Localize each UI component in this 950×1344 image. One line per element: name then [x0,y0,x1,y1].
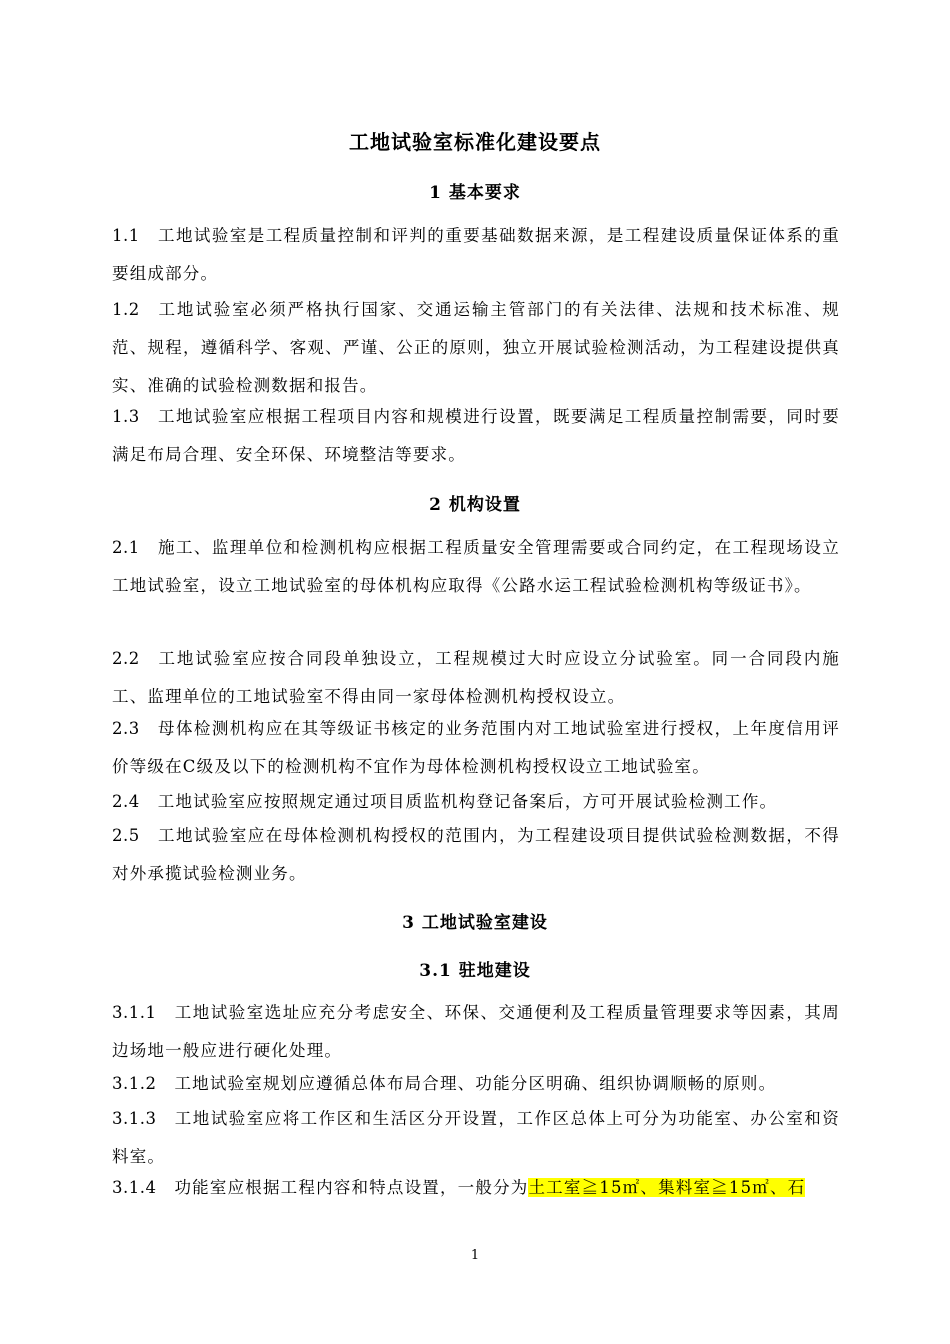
paragraph-text: 工地试验室应按合同段单独设立，工程规模过大时应设立分试验室。同一合同段内施工、监理单位的工地试验室不得由同一家母体检测机构授权设立。 [112,649,840,706]
paragraph-number: 2.3 [112,719,140,738]
paragraph-number: 1.3 [112,407,140,426]
paragraph-text: 工地试验室应将工作区和生活区分开设置，工作区总体上可分为功能室、办公室和资料室。 [112,1109,840,1166]
paragraph-number: 3.1.3 [112,1109,157,1128]
paragraph-text: 工地试验室规划应遵循总体布局合理、功能分区明确、组织协调顺畅的原则。 [174,1074,777,1093]
paragraph-number: 2.4 [112,792,140,811]
paragraph-text: 工地试验室是工程质量控制和评判的重要基础数据来源，是工程建设质量保证体系的重要组成部分。 [112,226,840,283]
paragraph-text: 工地试验室应按照规定通过项目质监机构登记备案后，方可开展试验检测工作。 [157,792,778,811]
document-title: 工地试验室标准化建设要点 [349,130,601,154]
section-heading-3: 3 工地试验室建设 [402,913,548,933]
paragraph-text: 工地试验室必须严格执行国家、交通运输主管部门的有关法律、法规和技术标准、规范、规程，遵循科学、客观、严谨、公正的原则，独立开展试验检测活动，为工程建设提供真实、准确的试验检测数据和报告。 [112,300,840,395]
paragraph-number: 2.5 [112,826,140,845]
paragraph-number: 3.1.4 [112,1178,157,1197]
paragraph-text: 工地试验室应在母体检测机构授权的范围内，为工程建设项目提供试验检测数据，不得对外承揽试验检测业务。 [112,826,840,883]
paragraph-text: 功能室应根据工程内容和特点设置，一般分为 [174,1178,529,1197]
section-heading-1: 1 基本要求 [429,183,521,203]
paragraph-text: 工地试验室选址应充分考虑安全、环保、交通便利及工程质量管理要求等因素，其周边场地一般应进行硬化处理。 [112,1003,840,1060]
paragraph-number: 2.1 [112,538,140,557]
paragraph-text: 工地试验室应根据工程项目内容和规模进行设置，既要满足工程质量控制需要，同时要满足布局合理、安全环保、环境整洁等要求。 [112,407,840,464]
paragraph-3-1-3 [112,1100,840,1176]
section-heading-2: 2 机构设置 [429,495,521,515]
paragraph-2-1 [112,529,840,605]
paragraph-3-1-1 [112,994,840,1070]
paragraph-1-3 [112,398,840,474]
paragraph-number: 3.1.1 [112,1003,157,1022]
paragraph-number: 2.2 [112,649,140,668]
paragraph-number: 1.1 [112,226,140,245]
paragraph-number: 1.2 [112,300,140,319]
paragraph-1-1 [112,217,840,293]
page-number: 1 [470,1248,480,1263]
paragraph-text: 施工、监理单位和检测机构应根据工程质量安全管理需要或合同约定，在工程现场设立工地试验室，设立工地试验室的母体机构应取得《公路水运工程试验检测机构等级证书》。 [112,538,840,595]
paragraph-text: 母体检测机构应在其等级证书核定的业务范围内对工地试验室进行授权，上年度信用评价等级在C级及以下的检测机构不宜作为母体检测机构授权设立工地试验室。 [112,719,840,776]
highlighted-text: 土工室≧15㎡、集料室≧15㎡、石 [528,1178,806,1197]
paragraph-3-1-4 [112,1169,840,1207]
paragraph-3-1-2 [112,1065,840,1103]
paragraph-2-3 [112,710,840,786]
subsection-heading-3-1: 3.1 驻地建设 [419,961,531,981]
paragraph-number: 3.1.2 [112,1074,157,1093]
paragraph-2-4 [112,783,840,821]
paragraph-2-5 [112,817,840,893]
paragraph-1-2 [112,291,840,405]
paragraph-2-2 [112,640,840,716]
